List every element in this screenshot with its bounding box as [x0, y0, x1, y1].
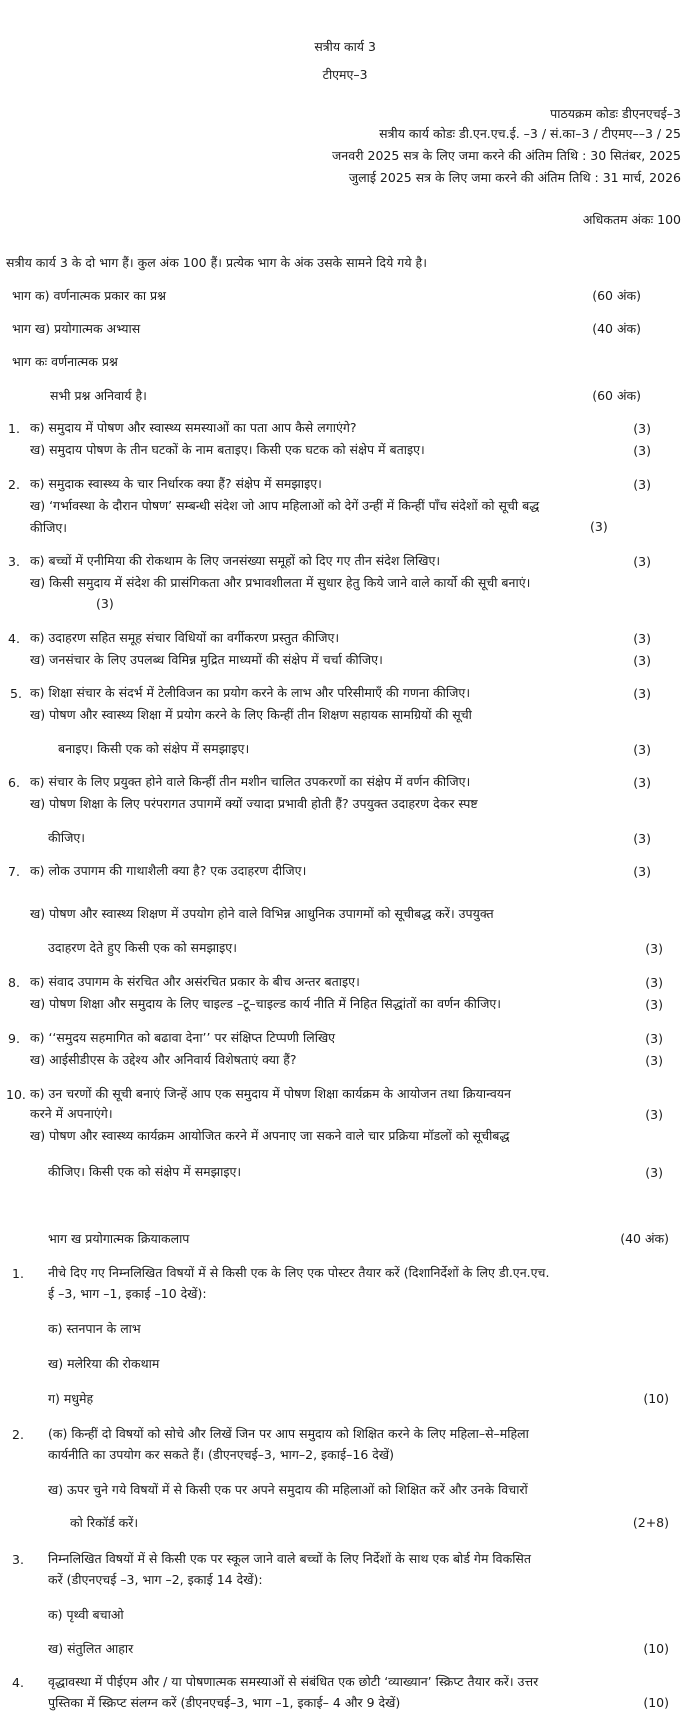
activity-text-cont: कार्यनीति का उपयोग कर सकते हैं। (डीएनएचई–3, भाग–2, इकाई–16 देखें) [48, 1447, 395, 1462]
question-marks: (3) [645, 997, 663, 1012]
question-number: 3. [8, 554, 20, 569]
activity-text: नीचे दिए गए निम्नलिखित विषयों में से किसी एक के लिए एक पोस्टर तैयार करें (दिशानिर्देशों के लिए डी.एन.एच. [48, 1265, 550, 1280]
question-part-b-cont: बनाइए। किसी एक को संक्षेप में समझाइए। [58, 741, 250, 756]
question-marks: (3) [633, 742, 651, 757]
doc-subtitle: टीएमए–3 [322, 67, 368, 82]
question-part-b-cont: उदाहरण देते हुए किसी एक को समझाइए। [48, 940, 237, 955]
question-marks: (3) [633, 443, 651, 458]
question-number: 7. [8, 864, 20, 879]
activity-option: ख) मलेरिया की रोकथाम [48, 1356, 160, 1371]
question-part-b-cont: कीजिए। [48, 830, 86, 845]
question-marks: (3) [96, 596, 114, 611]
question-number: 8. [8, 975, 20, 990]
activity-option: ग) मधुमेह [48, 1391, 94, 1406]
doc-title: सत्रीय कार्य 3 [314, 39, 376, 54]
question-marks: (3) [633, 775, 651, 790]
question-part-b: ख) पोषण और स्वास्थ्य कार्यक्रम आयोजित करने में अपनाए जा सकने वाले चार प्रक्रिया मॉडलों को सूचीबद्ध [30, 1128, 510, 1143]
activity-number: 2. [12, 1427, 24, 1442]
question-marks: (3) [633, 686, 651, 701]
question-marks: (3) [633, 631, 651, 646]
question-marks: (3) [645, 975, 663, 990]
question-part-a: क) संचार के लिए प्रयुक्त होने वाले किन्हीं तीन मशीन चालित उपकरणों का संक्षेप में वर्णन कीजिए। [30, 774, 471, 789]
activity-text: (क) किन्हीं दो विषयों को सोचे और लिखें जिन पर आप समुदाय को शिक्षित करने के लिए महिला–से–महिला [48, 1426, 529, 1441]
question-number: 10. [6, 1087, 26, 1102]
deadline-january: जनवरी 2025 सत्र के लिए जमा करने की अंतिम तिथि : 30 सितंबर, 2025 [332, 148, 681, 163]
activity-number: 1. [12, 1266, 24, 1281]
question-marks: (3) [633, 421, 651, 436]
max-marks: अधिकतम अंकः 100 [582, 212, 681, 227]
question-marks: (3) [645, 1107, 663, 1122]
assignment-code: सत्रीय कार्य कोडः डी.एन.एच.ई. –3 / सं.का–3 / टीएमए––3 / 25 [379, 126, 681, 141]
part-a-note-marks: (60 अंक) [592, 388, 641, 403]
question-marks: (3) [590, 519, 608, 534]
activity-text: वृद्धावस्था में पीईएम और / या पोषणात्मक समस्याओं से संबंधित एक छोटी ‘व्याख्यान’ स्क्रिप्ट तैयार करें। उत्तर [48, 1674, 539, 1689]
part-b-label: भाग ख) प्रयोगात्मक अभ्यास [12, 321, 141, 336]
question-part-a: क) समुदाक स्वास्थ्य के चार निर्धारक क्या हैं? संक्षेप में समझाइए। [30, 476, 322, 491]
question-part-b: ख) समुदाय पोषण के तीन घटकों के नाम बताइए। किसी एक घटक को संक्षेप में बताइए। [30, 442, 425, 457]
question-part-b: ख) पोषण और स्वास्थ्य शिक्षण में उपयोग होने वाले विभिन्न आधुनिक उपागमों को सूचीबद्ध करें। उपयुक्त [30, 906, 494, 921]
question-number: 5. [10, 686, 22, 701]
question-number: 6. [8, 775, 20, 790]
activity-option: क) पृथ्वी बचाओ [48, 1607, 124, 1622]
question-marks: (3) [633, 864, 651, 879]
question-part-b: ख) पोषण शिक्षा और समुदाय के लिए चाइल्ड –टू–चाइल्ड कार्य नीति में निहित सिद्धांतों का वर्णन कीजिए। [30, 996, 502, 1011]
question-part-a: क) समुदाय में पोषण और स्वास्थ्य समस्याओं का पता आप कैसे लगाएंगे? [30, 420, 357, 435]
activity-marks: (10) [643, 1641, 669, 1656]
question-part-a: क) संवाद उपागम के संरचित और असंरचित प्रकार के बीच अन्तर बताइए। [30, 974, 360, 989]
question-marks: (3) [633, 477, 651, 492]
question-part-a: क) बच्चों में एनीमिया की रोकथाम के लिए जनसंख्या समूहों को दिए गए तीन संदेश लिखिए। [30, 553, 441, 568]
activity-option: क) स्तनपान के लाभ [48, 1321, 141, 1336]
part-a-label: भाग क) वर्णनात्मक प्रकार का प्रश्न [12, 288, 167, 303]
question-number: 9. [8, 1031, 20, 1046]
question-part-a: क) ‘‘समुदय सहमागित को बढावा देना’’ पर संक्षिप्त टिप्पणी लिखिए [30, 1030, 336, 1045]
part-a-marks: (60 अंक) [592, 288, 641, 303]
question-part-b: ख) पोषण शिक्षा के लिए परंपरागत उपागमें क्यों ज्यादा प्रभावी होती हैं? उपयुक्त उदाहरण देकर स्पष्ट [30, 796, 478, 811]
question-number: 2. [8, 477, 20, 492]
activity-text-cont: करें (डीएनएचई –3, भाग –2, इकाई 14 देखें): [48, 1572, 263, 1587]
part-b-heading: भाग ख प्रयोगात्मक क्रियाकलाप [48, 1231, 190, 1246]
question-part-b-cont: कीजिए। [30, 520, 68, 535]
question-marks: (3) [633, 554, 651, 569]
question-part-b-cont: कीजिए। किसी एक को संक्षेप में समझाइए। [48, 1164, 242, 1179]
question-part-b: ख) किसी समुदाय में संदेश की प्रासंगिकता और प्रभावशीलता में सुधार हेतु किये जाने वाले कार्यो की सूची बनाएं। [30, 575, 531, 590]
activity-text-cont: पुस्तिका में स्क्रिप्ट संलग्न करें (डीएनएचई–3, भाग –1, इकाई– 4 और 9 देखें) [48, 1695, 401, 1710]
question-part-b: ख) ‘गर्भावस्था के दौरान पोषण’ सम्बन्धी संदेश जो आप महिलाओं को देगें उन्हीं में किन्हीं पाँच संदेशों को सूची बद्ध [30, 498, 540, 513]
question-marks: (3) [645, 1031, 663, 1046]
question-number: 4. [8, 631, 20, 646]
activity-marks: (10) [643, 1391, 669, 1406]
intro-text: सत्रीय कार्य 3 के दो भाग हैं। कुल अंक 100 हैं। प्रत्येक भाग के अंक उसके सामने दिये गये है। [6, 255, 427, 270]
activity-text-cont: को रिकॉर्ड करें। [70, 1515, 139, 1530]
activity-marks: (2+8) [632, 1515, 669, 1530]
question-marks: (3) [645, 941, 663, 956]
activity-number: 3. [12, 1552, 24, 1567]
question-part-a: क) उदाहरण सहित समूह संचार विधियों का वर्गीकरण प्रस्तुत कीजिए। [30, 630, 340, 645]
part-b-heading-marks: (40 अंक) [620, 1231, 669, 1246]
activity-text: निम्नलिखित विषयों में से किसी एक पर स्कूल जाने वाले बच्चों के लिए निर्देशों के साथ एक बोर्ड गेम विकसित [48, 1551, 532, 1566]
question-part-a: क) उन चरणों की सूची बनाएं जिन्हें आप एक समुदाय में पोषण शिक्षा कार्यक्रम के आयोजन तथा क्रियान्वयन [30, 1086, 511, 1101]
question-part-b: ख) जनसंचार के लिए उपलब्ध विमिन्न मुद्रित माध्यमों की संक्षेप में चर्चा कीजिए। [30, 652, 383, 667]
question-part-b: ख) पोषण और स्वास्थ्य शिक्षा में प्रयोग करने के लिए किन्हीं तीन शिक्षण सहायक सामग्रियों की सूची [30, 707, 472, 722]
question-marks: (3) [633, 653, 651, 668]
question-part-a-cont: करने में अपनाएंगे। [30, 1106, 113, 1121]
course-code: पाठयक्रम कोडः डीएनएचई–3 [550, 106, 681, 121]
activity-marks: (10) [643, 1695, 669, 1710]
question-marks: (3) [645, 1165, 663, 1180]
part-a-heading: भाग कः वर्णनात्मक प्रश्न [12, 354, 118, 369]
question-number: 1. [8, 421, 20, 436]
activity-option: ख) संतुलित आहार [48, 1641, 134, 1656]
question-part-a: क) शिक्षा संचार के संदर्भ में टेलीविजन का प्रयोग करने के लाभ और परिसीमाएँ की गणना कीजिए। [30, 685, 471, 700]
question-part-b: ख) आईसीडीएस के उद्देश्य और अनिवार्य विशेषताएं क्या हैं? [30, 1052, 297, 1067]
part-b-marks: (40 अंक) [592, 321, 641, 336]
part-a-note: सभी प्रश्न अनिवार्य है। [50, 388, 147, 403]
question-marks: (3) [645, 1053, 663, 1068]
activity-number: 4. [12, 1675, 24, 1690]
question-part-a: क) लोक उपागम की गाथाशैली क्या है? एक उदाहरण दीजिए। [30, 863, 307, 878]
activity-text: ख) ऊपर चुने गये विषयों में से किसी एक पर अपने समुदाय की महिलाओं को शिक्षित करें और उनके विचारों [48, 1482, 528, 1497]
question-marks: (3) [633, 831, 651, 846]
activity-text-cont: ई –3, भाग –1, इकाई –10 देखें): [48, 1286, 207, 1301]
deadline-july: जुलाई 2025 सत्र के लिए जमा करने की अंतिम तिथि : 31 मार्च, 2026 [348, 170, 681, 185]
